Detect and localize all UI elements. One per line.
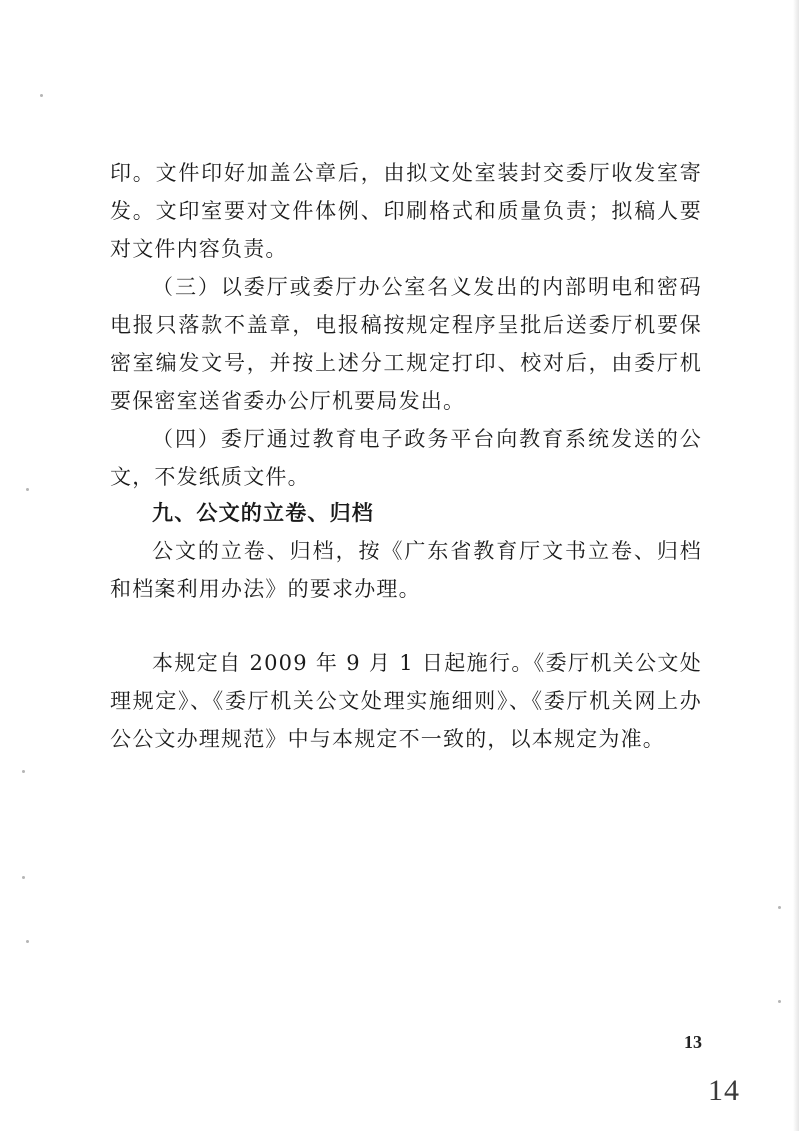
scan-speck [778,1000,781,1003]
scan-speck [778,906,781,909]
scan-speck [22,876,25,879]
paragraph-item-four: （四）委厅通过教育电子政务平台向教育系统发送的公文，不发纸质文件。 [110,427,702,489]
scan-speck [26,940,29,943]
closing-paragraph: 本规定自 2009 年 9 月 1 日起施行。《委厅机关公文处理规定》、《委厅机关公文处理实施细则》、《委厅机关网上办公公文办理规范》中与本规定不一致的，以本规定为准。 [110,651,702,751]
scan-speck [22,770,25,773]
section-heading: 九、公文的立卷、归档 [152,501,374,525]
section-paragraph: 公文的立卷、归档，按《广东省教育厅文书立卷、归档和档案利用办法》的要求办理。 [110,539,702,601]
scan-edge-shadow [793,0,799,1131]
stamped-page-number: 14 [708,1074,740,1107]
page-number: 13 [684,1032,702,1052]
scan-speck [26,488,29,491]
scan-speck [40,94,43,97]
paragraph-continuation: 印。文件印好加盖公章后，由拟文处室装封交委厅收发室寄发。文印室要对文件体例、印刷格式和质量负责；拟稿人要对文件内容负责。 [110,161,702,261]
paragraph-item-three: （三）以委厅或委厅办公室名义发出的内部明电和密码电报只落款不盖章，电报稿按规定程序呈批后送委厅机要保密室编发文号，并按上述分工规定打印、校对后，由委厅机要保密室送省委办公厅机要局发出。 [110,275,702,413]
